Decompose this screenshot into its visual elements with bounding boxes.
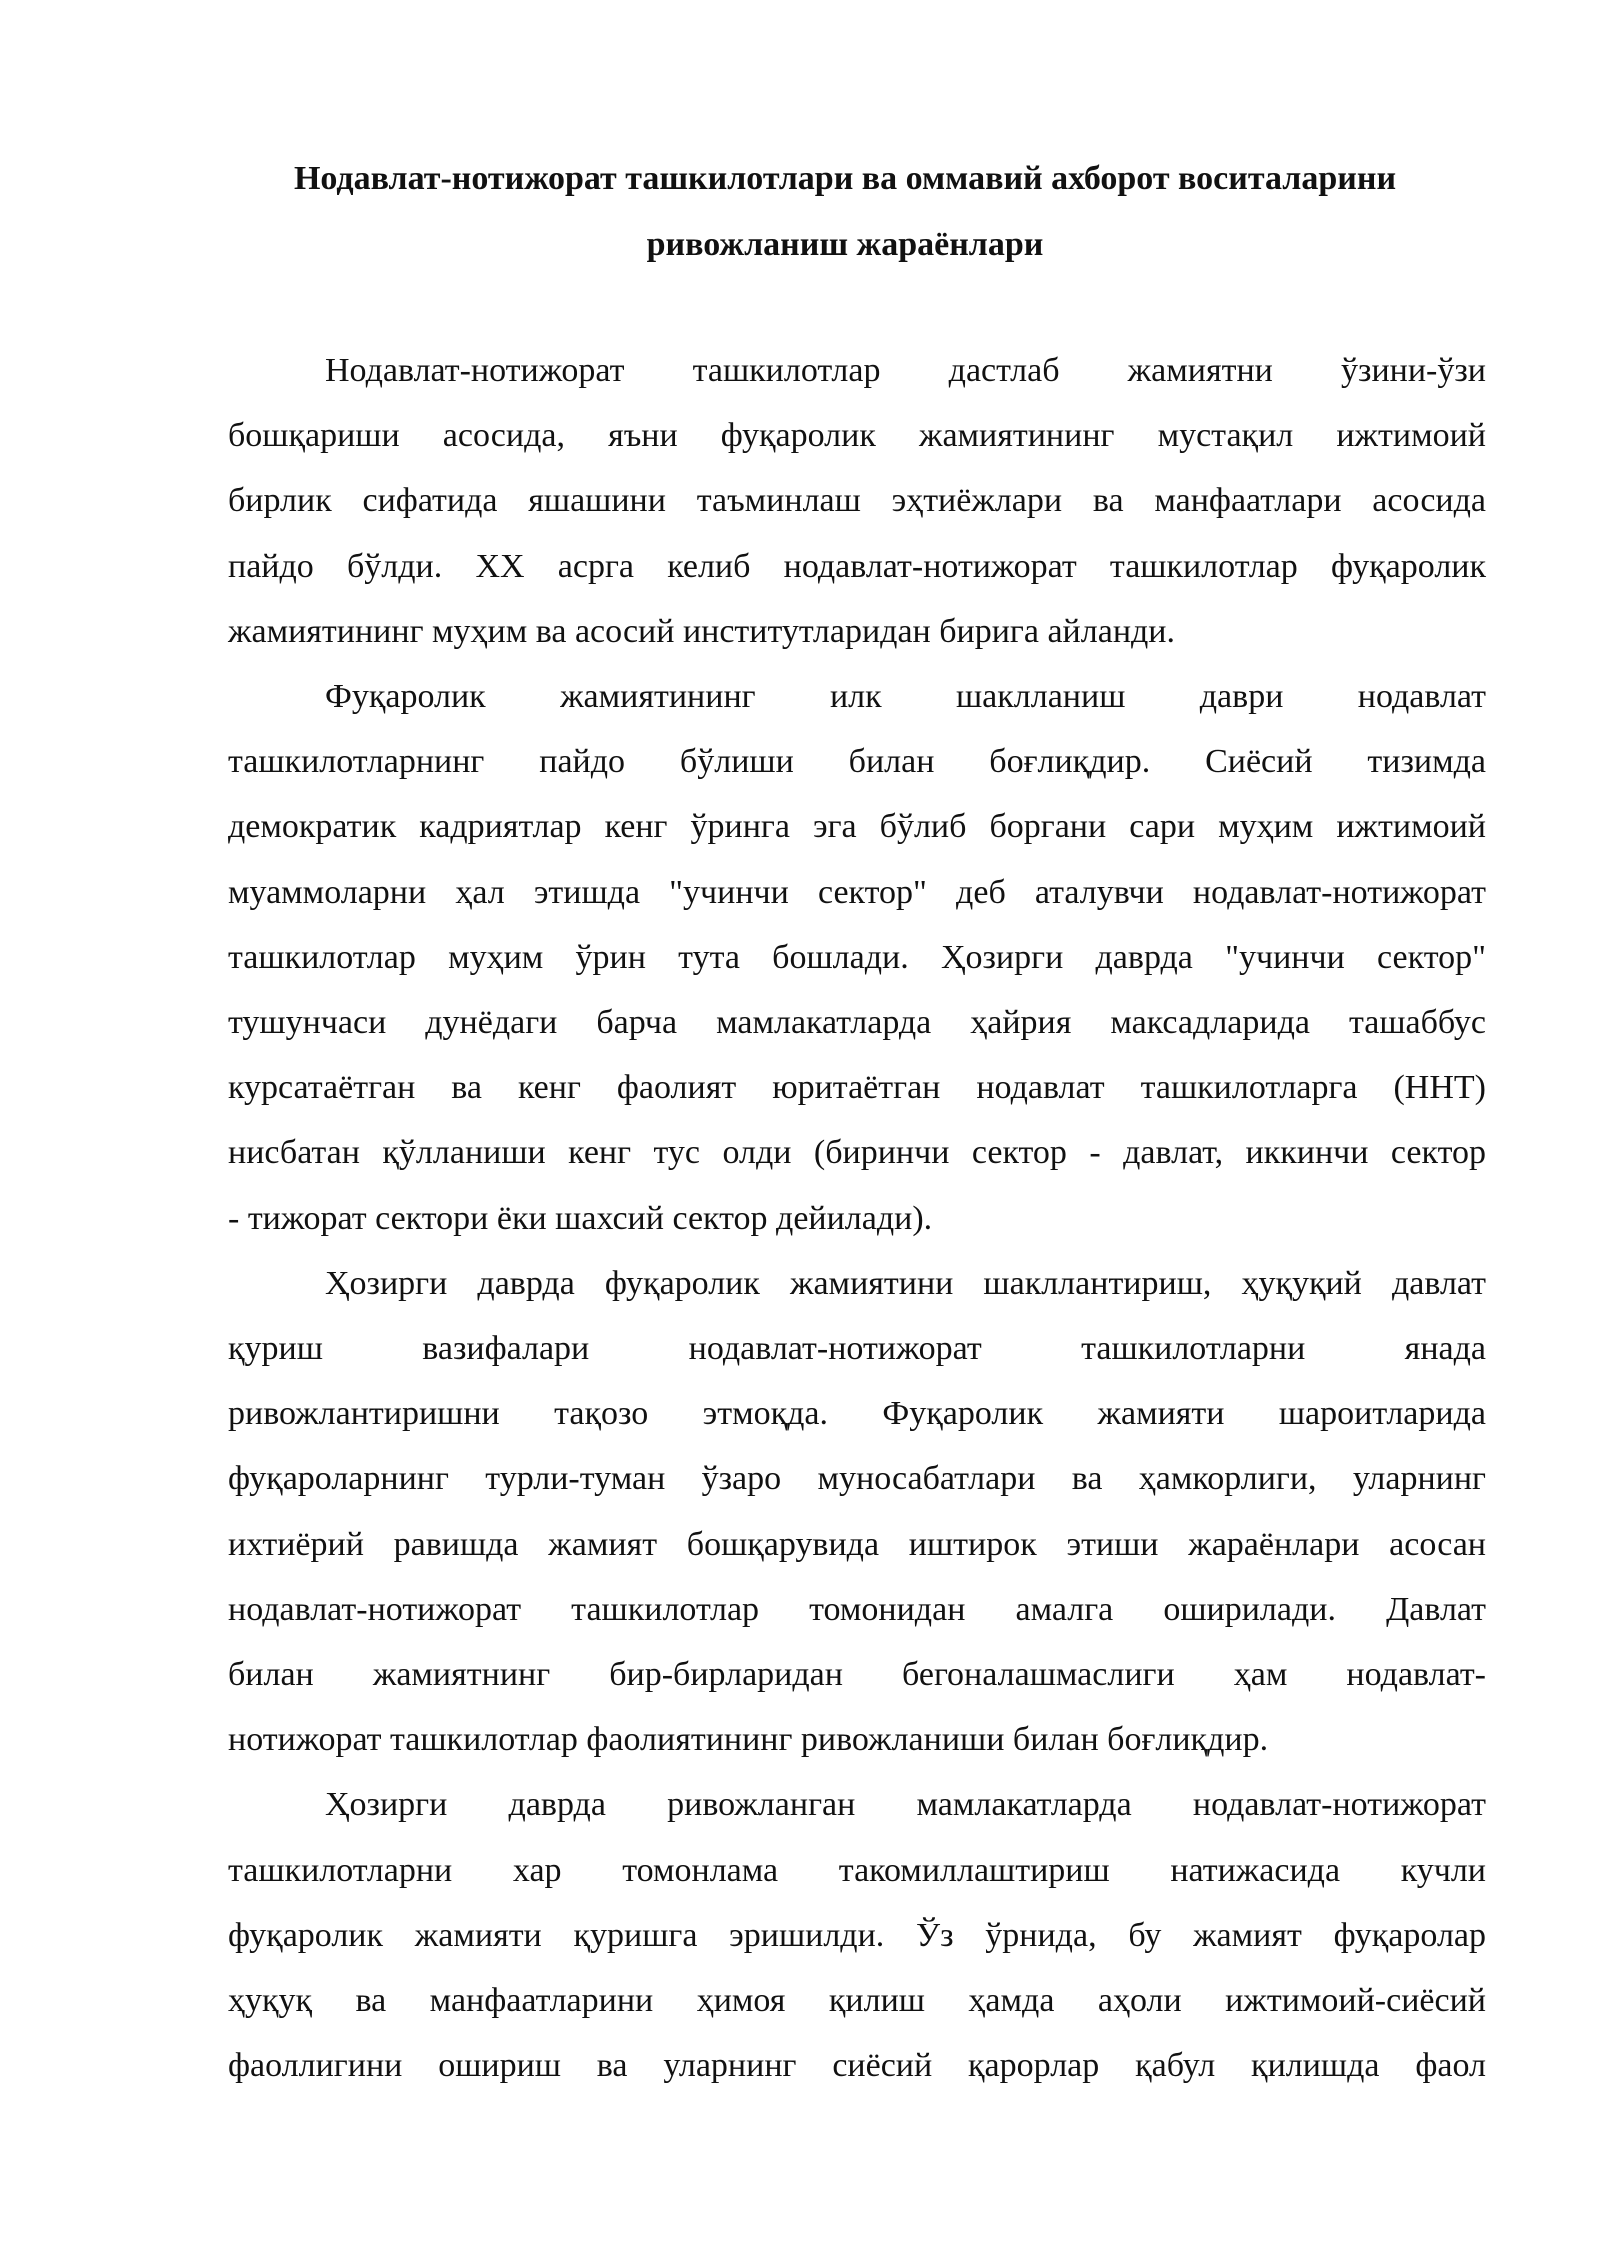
paragraph-line: пайдо бўлди. XX асрга келиб нодавлат-нотижорат ташкилотлар фуқаролик bbox=[228, 547, 1486, 585]
paragraph-2 bbox=[228, 664, 1486, 1251]
paragraph-line: фуқаролик жамияти қуришга эришилди. Ўз ўрнида, бу жамият фуқаролар bbox=[228, 1916, 1486, 1954]
paragraph-line: ташкилотларнинг пайдо бўлиши билан боғлиқдир. Сиёсий тизимда bbox=[228, 743, 1486, 781]
document-title bbox=[200, 146, 1490, 278]
paragraph-line: демократик кадриятлар кенг ўринга эга бўлиб боргани сари муҳим ижтимоий bbox=[228, 808, 1486, 846]
paragraph-line: ташкилотлар муҳим ўрин тута бошлади. Ҳозирги даврда "учинчи сектор" bbox=[228, 938, 1486, 976]
paragraph-line: бошқариши асосида, яъни фуқаролик жамиятининг мустақил ижтимоий bbox=[228, 417, 1486, 455]
paragraph-1 bbox=[228, 338, 1486, 664]
paragraph-line: ташкилотларни хар томонлама такомиллаштириш натижасида кучли bbox=[228, 1851, 1486, 1889]
paragraph-line: ривожлантиришни тақозо этмоқда. Фуқаролик жамияти шароитларида bbox=[228, 1395, 1486, 1433]
paragraph-3 bbox=[228, 1251, 1486, 1773]
paragraph-line: Ҳозирги даврда ривожланган мамлакатларда нодавлат-нотижорат bbox=[325, 1786, 1486, 1824]
paragraph-line: фуқароларнинг турли-туман ўзаро муносабатлари ва ҳамкорлиги, уларнинг bbox=[228, 1460, 1486, 1498]
document-body bbox=[228, 338, 1486, 2098]
paragraph-line: нотижорат ташкилотлар фаолиятининг ривожланиши билан боғлиқдир. bbox=[228, 1721, 1269, 1759]
paragraph-line: нодавлат-нотижорат ташкилотлар томонидан амалга оширилади. Давлат bbox=[228, 1590, 1486, 1628]
paragraph-line: ҳуқуқ ва манфаатларини ҳимоя қилиш ҳамда аҳоли ижтимоий-сиёсий bbox=[228, 1982, 1486, 2020]
paragraph-line: бирлик сифатида яшашини таъминлаш эҳтиёжлари ва манфаатлари асосида bbox=[228, 482, 1486, 520]
paragraph-4 bbox=[228, 1772, 1486, 2098]
paragraph-line: жамиятининг муҳим ва асосий институтларидан бирига айланди. bbox=[228, 612, 1176, 650]
title-line: Нодавлат-нотижорат ташкилотлари ва оммавий ахборот воситаларини bbox=[293, 160, 1397, 197]
paragraph-line: нисбатан қўлланиши кенг тус олди (биринчи сектор - давлат, иккинчи сектор bbox=[228, 1134, 1486, 1172]
paragraph-line: тушунчаси дунёдаги барча мамлакатларда ҳайрия максадларида ташаббус bbox=[228, 1004, 1486, 1042]
paragraph-line: қуриш вазифалари нодавлат-нотижорат ташкилотларни янада bbox=[228, 1330, 1486, 1368]
paragraph-line: - тижорат сектори ёки шахсий сектор дейилади). bbox=[228, 1199, 933, 1237]
title-line: ривожланиш жараёнлари bbox=[646, 226, 1044, 263]
paragraph-line: Ҳозирги даврда фуқаролик жамиятини шакллантириш, ҳуқуқий давлат bbox=[325, 1264, 1486, 1302]
paragraph-line: курсатаётган ва кенг фаолият юритаётган нодавлат ташкилотларга (ННТ) bbox=[228, 1069, 1486, 1107]
paragraph-line: Нодавлат-нотижорат ташкилотлар дастлаб жамиятни ўзини-ўзи bbox=[325, 352, 1486, 389]
paragraph-line: Фуқаролик жамиятининг илк шаклланиш даври нодавлат bbox=[325, 678, 1486, 716]
paragraph-line: ихтиёрий равишда жамият бошқарувида иштирок этиши жараёнлари асосан bbox=[228, 1525, 1486, 1563]
paragraph-line: билан жамиятнинг бир-бирларидан бегоналашмаслиги ҳам нодавлат- bbox=[228, 1656, 1486, 1694]
paragraph-line: муаммоларни ҳал этишда "учинчи сектор" деб аталувчи нодавлат-нотижорат bbox=[228, 873, 1486, 911]
paragraph-line: фаоллигини ошириш ва уларнинг сиёсий қарорлар қабул қилишда фаол bbox=[228, 2047, 1486, 2085]
